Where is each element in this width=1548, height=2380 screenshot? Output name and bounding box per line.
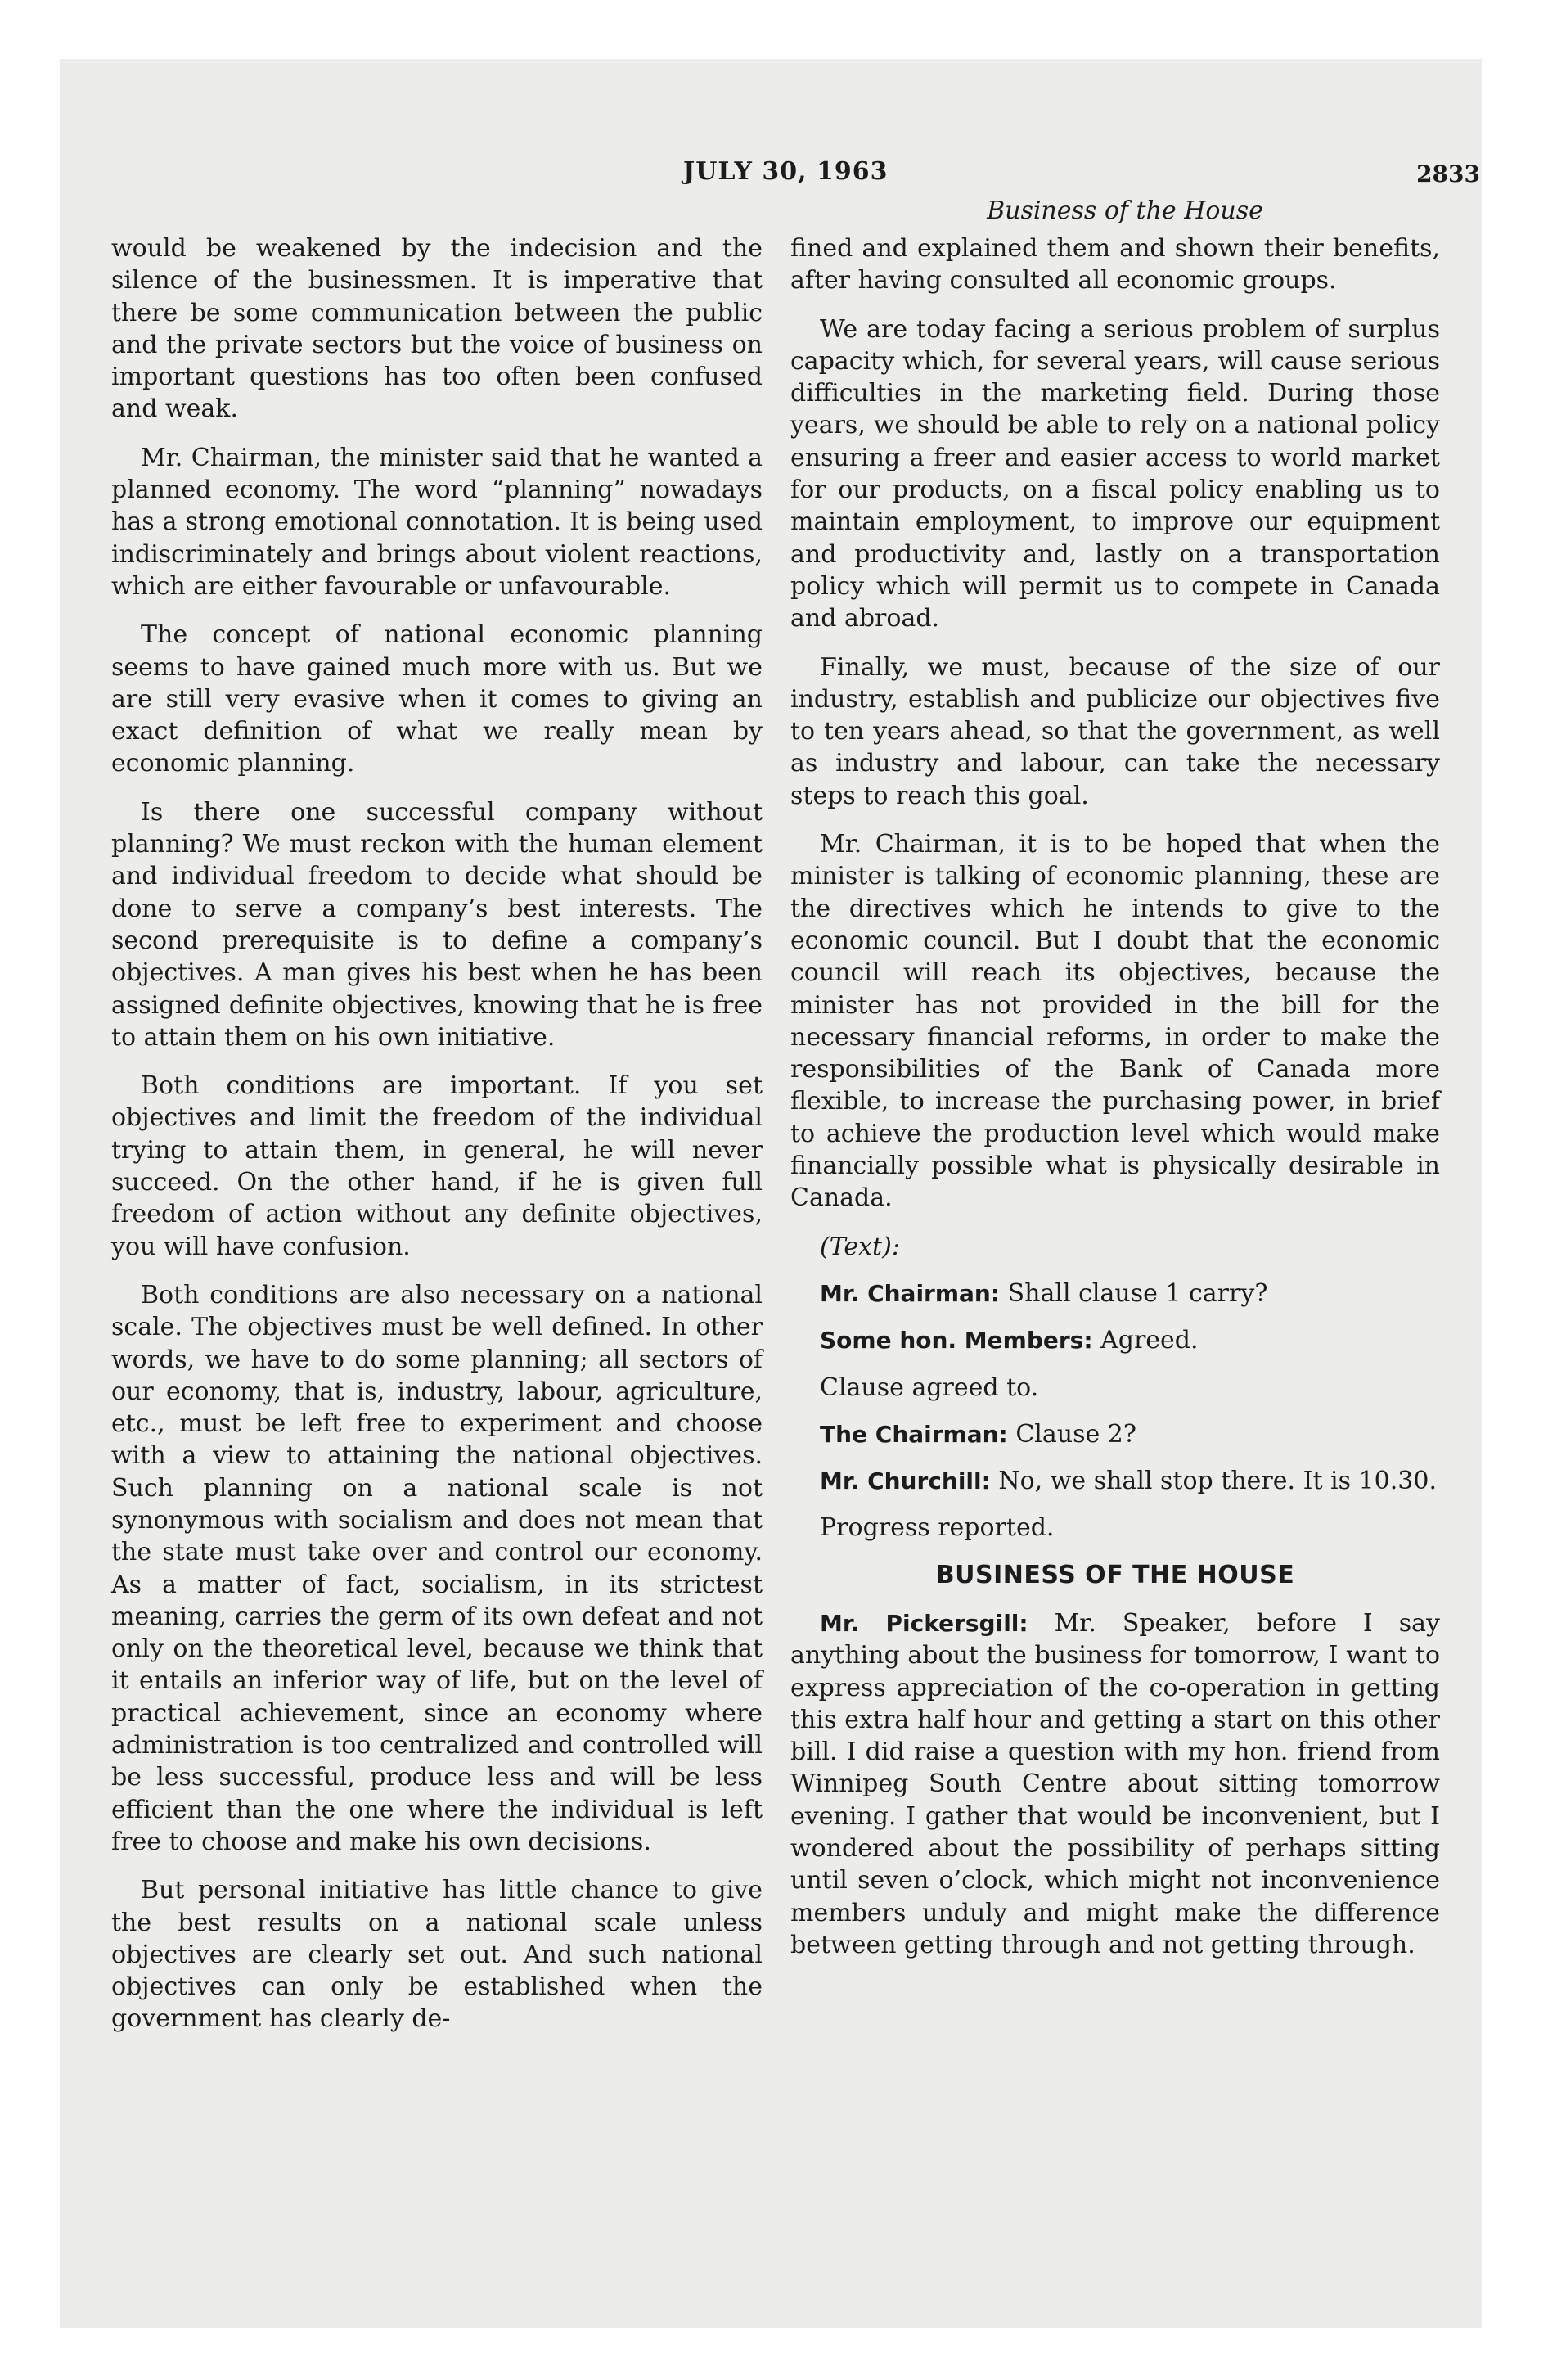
speech-text: Agreed. — [1100, 1326, 1199, 1355]
debate-entry — [790, 1324, 1440, 1356]
speaker-name: Mr. Chairman: — [820, 1279, 1001, 1307]
page-number: 2833 — [1416, 160, 1480, 187]
debate-entry — [790, 1372, 1440, 1404]
paragraph: Is there one successful company without planning? We must reckon with the human element and individual freedom to decide what should be done to serve a company’s best interests. The second prerequisite is to define a company’s objectives. A man gives his best when he has been assigned definite objectives, knowing that he is free to attain them on his own initiative. — [111, 797, 763, 1052]
left-column — [111, 232, 763, 2052]
text-label-value: (Text): — [820, 1232, 900, 1261]
paragraph: But personal initiative has little chance to give the best results on a national scale unless objectives are clearly set out. And such national objectives can only be established when the government has clearly de- — [111, 1876, 763, 2034]
paragraph: Mr. Chairman, it is to be hoped that when the minister is talking of economic planning, these are the directives which he intends to give to the economic council. But I doubt that the economic council will reach its objectives, because the minister has not provided in the bill for the necessary financial reforms, in order to make the responsibilities of the Bank of Canada more flexible, to increase the purchasing power, in brief to achieve the production level which would make financially possible what is physically desirable in Canada. — [790, 830, 1440, 1213]
speech-text: Shall clause 1 carry? — [1007, 1278, 1268, 1308]
debate-entry — [790, 1418, 1440, 1450]
paragraph: We are today facing a serious problem of surplus capacity which, for several years, will cause serious difficulties in the marketing field. During those years, we should be able to rely on a national policy ensuring a freer and easier access to world market for our products, on a fiscal policy enabling us to maintain employment, to improve our equipment and productivity and, lastly on a transportation policy which will permit us to compete in Canada and abroad. — [790, 314, 1440, 633]
running-title: Business of the House — [987, 196, 1263, 225]
paragraph: Mr. Chairman, the minister said that he wanted a planned economy. The word “planning” nowadays has a strong emotional connotation. It is being used indiscriminately and brings about violent reactions, which are either favourable or unfavourable. — [111, 443, 763, 601]
text-label — [790, 1231, 1440, 1263]
debate-entry — [790, 1607, 1440, 1961]
header-date: JULY 30, 1963 — [683, 157, 889, 186]
paragraph: would be weakened by the indecision and the silence of the businessmen. It is imperative that there be some communication between the public and the private sectors but the voice of business on important questions has too often been confused and weak. — [111, 234, 763, 424]
speech-text: Progress reported. — [820, 1513, 1055, 1543]
paragraph: The concept of national economic planning seems to have gained much more with us. But we are still very evasive when it comes to giving an exact definition of what we really mean by economic planning. — [111, 620, 763, 778]
section-heading: BUSINESS OF THE HOUSE — [935, 1560, 1295, 1589]
speech-text: Clause agreed to. — [820, 1373, 1039, 1402]
debate-entry — [790, 1465, 1440, 1497]
paragraph: Both conditions are important. If you set objectives and limit the freedom of the individual trying to attain them, in general, he will never succeed. On the other hand, if he is given full freedom of action without any definite objectives, you will have confusion. — [111, 1071, 763, 1261]
speaker-name: Mr. Churchill: — [820, 1467, 991, 1495]
paragraph: Finally, we must, because of the size of our industry, establish and publicize our objectives five to ten years ahead, so that the government, as well as industry and labour, can take the necessary steps to reach this goal. — [790, 652, 1440, 810]
right-column — [790, 232, 1440, 1977]
speech-text: Mr. Speaker, before I say anything about the business for tomorrow, I want to express appreciation of the co-operation in getting this extra half hour and getting a start on this other bill. I did raise a question with my hon. friend from Winnipeg South Centre about sitting tomorrow evening. I gather that would be inconvenient, but I wondered about the possibility of perhaps sitting until seven o’clock, which might not inconvenience members unduly and might make the difference between getting through and not getting through. — [790, 1608, 1440, 1959]
speech-text: Clause 2? — [1015, 1419, 1136, 1449]
speaker-name: Mr. Pickersgill: — [820, 1609, 1028, 1637]
debate-entry — [790, 1512, 1440, 1544]
paragraph: Both conditions are also necessary on a national scale. The objectives must be well defined. In other words, we have to do some planning; all sectors of our economy, that is, industry, labour, agriculture, etc., must be left free to experiment and choose with a view to attaining the national objectives. Such planning on a national scale is not synonymous with socialism and does not mean that the state must take over and control our economy. As a matter of fact, socialism, in its strictest meaning, carries the germ of its own defeat and not only on the theoretical level, because we think that it entails an inferior way of life, but on the level of practical achievement, since an economy where administration is too centralized and controlled will be less successful, produce less and will be less efficient than the one where the individual is left free to choose and make his own decisions. — [111, 1280, 763, 1856]
paragraph: fined and explained them and shown their benefits, after having consulted all economic groups. — [790, 234, 1440, 295]
speaker-name: The Chairman: — [820, 1420, 1008, 1448]
speech-text: No, we shall stop there. It is 10.30. — [998, 1467, 1437, 1496]
debate-entry — [790, 1278, 1440, 1309]
speaker-name: Some hon. Members: — [820, 1327, 1093, 1355]
